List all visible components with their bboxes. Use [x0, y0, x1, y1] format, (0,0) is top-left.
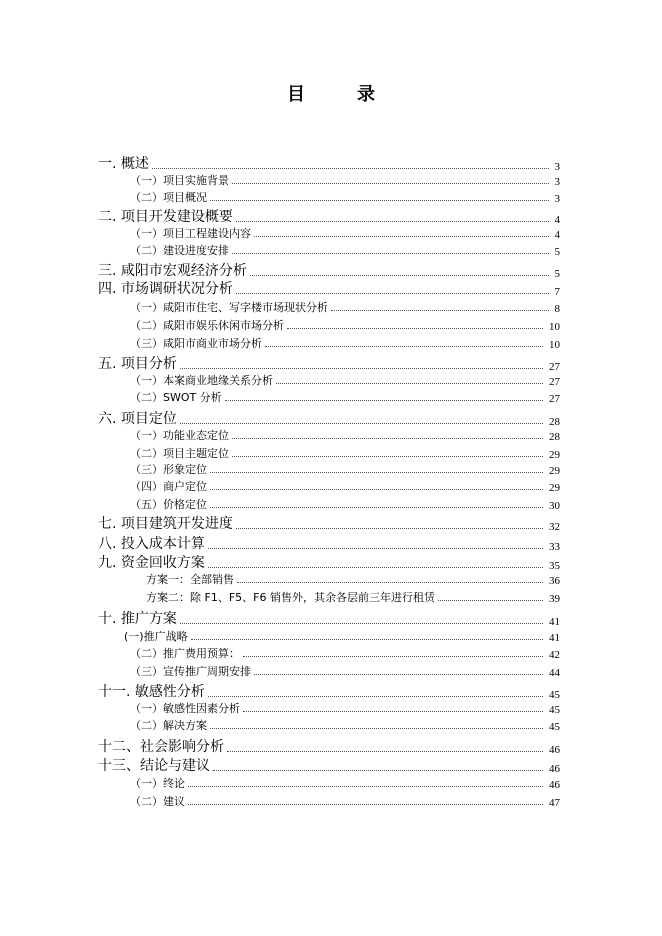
- toc-entry[interactable]: [130, 461, 560, 477]
- toc-entry-label: 七. 项目建筑开发进度: [98, 516, 233, 532]
- toc-entry-page-number: 42: [549, 649, 560, 661]
- toc-entry[interactable]: [98, 533, 560, 553]
- toc-entry-label: （二）项目概况: [130, 191, 207, 204]
- dot-leader: [225, 399, 543, 401]
- toc-entry[interactable]: [98, 153, 560, 173]
- toc-entry-page-number: 10: [549, 321, 560, 333]
- toc-entry[interactable]: [130, 242, 560, 258]
- toc-entry-page-number: 27: [549, 361, 560, 373]
- dot-leader: [232, 182, 549, 184]
- toc-entry-label: （四）商户定位: [130, 480, 207, 493]
- toc-entry[interactable]: [98, 206, 560, 226]
- toc-entry[interactable]: [98, 608, 560, 628]
- toc-entry[interactable]: [130, 317, 560, 333]
- toc-entry[interactable]: [130, 299, 560, 315]
- toc-entry-label: 十三、结论与建议: [98, 758, 210, 774]
- toc-entry-label: 一. 概述: [98, 156, 149, 172]
- dot-leader: [210, 506, 543, 508]
- toc-entry-label: 九. 资金回收方案: [98, 555, 205, 571]
- toc-entry-page-number: 29: [549, 465, 560, 477]
- dot-leader: [236, 292, 549, 294]
- dot-leader: [243, 655, 543, 657]
- toc-entry[interactable]: [130, 445, 560, 461]
- toc-entry[interactable]: [146, 571, 560, 587]
- dot-leader: [210, 727, 543, 729]
- toc-entry-label: （五）价格定位: [130, 498, 207, 511]
- toc-title-left: 目: [287, 84, 305, 105]
- toc-entry-page-number: 46: [549, 779, 560, 791]
- toc-entry[interactable]: [130, 372, 560, 388]
- toc-entry-label: （二）咸阳市娱乐休闲市场分析: [130, 319, 284, 332]
- toc-entry[interactable]: [98, 513, 560, 533]
- toc-entry[interactable]: [130, 389, 560, 405]
- dot-leader: [188, 785, 543, 787]
- dot-leader: [210, 488, 543, 490]
- toc-entry-page-number: 44: [549, 667, 560, 679]
- toc-entry[interactable]: [98, 755, 560, 775]
- toc-entry-label: （三）咸阳市商业市场分析: [130, 337, 262, 350]
- toc-entry-page-number: 10: [549, 339, 560, 351]
- toc-entry-page-number: 3: [554, 193, 560, 205]
- toc-entry[interactable]: [130, 700, 560, 716]
- toc-entry-page-number: 45: [549, 704, 560, 716]
- toc-entry[interactable]: [130, 335, 560, 351]
- toc-entry-label: （二）建设进度安排: [130, 244, 229, 257]
- toc-entry-label: （二）建议: [130, 795, 185, 808]
- dot-leader: [188, 803, 543, 805]
- dot-leader: [180, 422, 543, 424]
- toc-entry-label: 四. 市场调研状况分析: [98, 281, 233, 297]
- toc-entry[interactable]: [98, 278, 560, 298]
- toc-entry-page-number: 3: [554, 176, 560, 188]
- toc-entry-label: (一)推广战略: [124, 630, 188, 643]
- toc-entry-page-number: 5: [554, 268, 560, 280]
- toc-entry-page-number: 36: [549, 575, 560, 587]
- toc-entry-page-number: 41: [549, 632, 560, 644]
- toc-entry-label: 三. 咸阳市宏观经济分析: [98, 263, 247, 279]
- toc-entry-label: （一）终论: [130, 777, 185, 790]
- dot-leader: [265, 345, 543, 347]
- toc-entry-page-number: 4: [554, 229, 560, 241]
- dot-leader: [180, 367, 543, 369]
- toc-entry[interactable]: [98, 736, 560, 756]
- toc-entry[interactable]: [124, 628, 560, 644]
- dot-leader: [208, 695, 543, 697]
- dot-leader: [232, 252, 549, 254]
- toc-entry-page-number: 27: [549, 376, 560, 388]
- dot-leader: [213, 769, 543, 771]
- toc-entry-page-number: 28: [549, 431, 560, 443]
- toc-entry-page-number: 45: [549, 689, 560, 701]
- toc-entry-page-number: 3: [554, 161, 560, 173]
- toc-entry-label: 十一. 敏感性分析: [98, 684, 205, 700]
- toc-entry-label: （二）推广费用预算：: [130, 647, 240, 660]
- toc-entry-page-number: 35: [549, 560, 560, 572]
- toc-entry-label: （一）项目实施背景: [130, 174, 229, 187]
- toc-entry[interactable]: [98, 681, 560, 701]
- toc-entry-label: 十二、社会影响分析: [98, 739, 224, 755]
- toc-entry-page-number: 46: [549, 763, 560, 775]
- toc-entry-label: 五. 项目分析: [98, 356, 177, 372]
- toc-entry-label: 方案一：全部销售: [146, 573, 234, 586]
- dot-leader: [331, 309, 549, 311]
- dot-leader: [237, 581, 543, 583]
- toc-entry-page-number: 30: [549, 500, 560, 512]
- toc-entry-page-number: 46: [549, 744, 560, 756]
- toc-entry[interactable]: [130, 172, 560, 188]
- dot-leader: [191, 638, 543, 640]
- toc-entry-page-number: 28: [549, 416, 560, 428]
- dot-leader: [236, 527, 543, 529]
- toc-entry-page-number: 8: [554, 303, 560, 315]
- toc-entry-page-number: 4: [554, 214, 560, 226]
- toc-entry-label: 六. 项目定位: [98, 411, 177, 427]
- toc-entry-label: （二）项目主题定位: [130, 447, 229, 460]
- toc-title-right: 录: [357, 84, 375, 105]
- dot-leader: [243, 710, 543, 712]
- dot-leader: [208, 566, 543, 568]
- toc-entry[interactable]: [130, 225, 560, 241]
- dot-leader: [210, 199, 549, 201]
- toc-entry-label: （一）项目工程建设内容: [130, 227, 251, 240]
- toc-entry-page-number: 29: [549, 449, 560, 461]
- toc-entry-page-number: 29: [549, 482, 560, 494]
- toc-entry-label: 八. 投入成本计算: [98, 536, 205, 552]
- toc-entry-label: （一）本案商业地缘关系分析: [130, 374, 273, 387]
- toc-entry-page-number: 7: [554, 286, 560, 298]
- dot-leader: [276, 382, 543, 384]
- toc-entry-page-number: 41: [549, 616, 560, 628]
- toc-entry[interactable]: [98, 353, 560, 373]
- dot-leader: [254, 673, 543, 675]
- dot-leader: [210, 471, 543, 473]
- dot-leader: [438, 599, 543, 601]
- toc-entry[interactable]: [130, 427, 560, 443]
- toc-entry-label: （一）咸阳市住宅、写字楼市场现状分析: [130, 301, 328, 314]
- toc-entry-page-number: 39: [549, 593, 560, 605]
- toc-entry-page-number: 47: [549, 797, 560, 809]
- dot-leader: [236, 220, 549, 222]
- toc-entry[interactable]: [130, 645, 560, 661]
- toc-entry[interactable]: [130, 663, 560, 679]
- dot-leader: [232, 437, 543, 439]
- toc-entry-label: （二）SWOT 分析: [130, 391, 222, 404]
- toc-entry[interactable]: [130, 189, 560, 205]
- toc-entry[interactable]: [130, 793, 560, 809]
- toc-entry-page-number: 45: [549, 721, 560, 733]
- toc-entry-label: （一）功能业态定位: [130, 429, 229, 442]
- toc-entry-page-number: 5: [554, 246, 560, 258]
- toc-entry-page-number: 33: [549, 541, 560, 553]
- toc-entry-label: （三）形象定位: [130, 463, 207, 476]
- toc-entry-label: 十. 推广方案: [98, 611, 177, 627]
- dot-leader: [227, 750, 543, 752]
- toc-title: [0, 80, 662, 106]
- dot-leader: [232, 455, 543, 457]
- toc-entry-page-number: 32: [549, 521, 560, 533]
- dot-leader: [254, 235, 549, 237]
- toc-entry-label: 二. 项目开发建设概要: [98, 209, 233, 225]
- dot-leader: [180, 622, 543, 624]
- dot-leader: [250, 274, 549, 276]
- dot-leader: [208, 547, 543, 549]
- toc-entry[interactable]: [98, 260, 560, 280]
- dot-leader: [152, 167, 549, 169]
- toc-entry-label: （一）敏感性因素分析: [130, 702, 240, 715]
- toc-entry-page-number: 27: [549, 393, 560, 405]
- dot-leader: [287, 327, 543, 329]
- toc-entry[interactable]: [130, 478, 560, 494]
- toc-entry[interactable]: [146, 589, 560, 605]
- toc-entry[interactable]: [130, 775, 560, 791]
- toc-entry[interactable]: [130, 496, 560, 512]
- toc-entry[interactable]: [98, 408, 560, 428]
- toc-entry-label: 方案二：除 F1、F5、F6 销售外，其余各层前三年进行租赁: [146, 591, 435, 604]
- toc-entry-label: （二）解决方案: [130, 719, 207, 732]
- toc-entry-label: （三）宣传推广周期安排: [130, 665, 251, 678]
- toc-entry[interactable]: [130, 717, 560, 733]
- toc-entry[interactable]: [98, 552, 560, 572]
